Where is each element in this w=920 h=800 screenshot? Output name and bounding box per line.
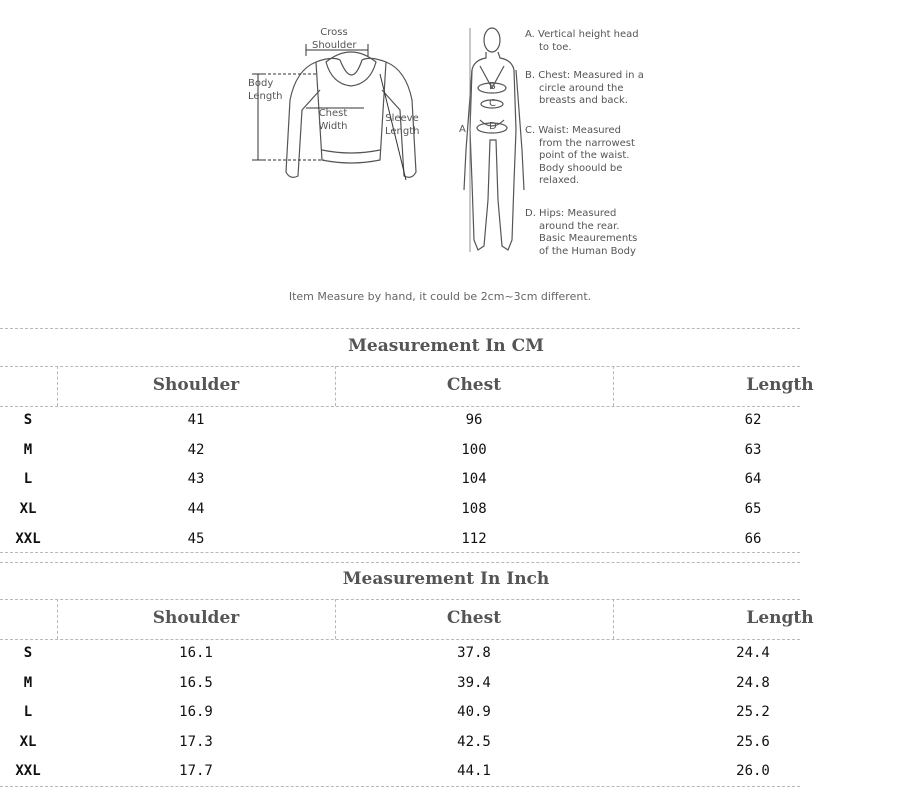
chest-value: 37.8 <box>457 645 491 661</box>
divider <box>613 366 614 406</box>
size-label: M <box>23 442 33 458</box>
measurement-figure <box>240 0 660 300</box>
shoulder-value: 16.1 <box>179 645 213 661</box>
body-length-label: Body Length <box>248 78 283 102</box>
length-value: 25.2 <box>736 704 770 720</box>
size-label: XL <box>19 734 37 750</box>
cm-table-title: Measurement In CM <box>348 336 544 356</box>
size-label: L <box>23 704 33 720</box>
point-b-label: B <box>489 81 496 92</box>
shoulder-value: 43 <box>187 471 205 487</box>
size-label: S <box>23 645 33 661</box>
size-label: S <box>23 412 33 428</box>
point-c-label: C <box>489 98 496 109</box>
chest-value: 42.5 <box>457 734 491 750</box>
shoulder-value: 16.9 <box>179 704 213 720</box>
shoulder-value: 16.5 <box>179 675 213 691</box>
shoulder-value: 42 <box>187 442 205 458</box>
length-value: 24.8 <box>736 675 770 691</box>
chest-value: 112 <box>461 531 487 547</box>
col-header-length: Length <box>746 375 814 395</box>
divider <box>0 406 800 407</box>
chest-width-label: Chest Width <box>318 108 348 132</box>
divider <box>0 552 800 553</box>
chest-value: 100 <box>461 442 487 458</box>
chest-value: 44.1 <box>457 763 491 779</box>
chest-value: 96 <box>465 412 483 428</box>
point-a-label: A <box>459 124 466 135</box>
legend-b: B. Chest: Measured in a circle around the breasts and back. <box>525 70 644 106</box>
chest-value: 40.9 <box>457 704 491 720</box>
col-header-length: Length <box>746 608 814 628</box>
divider <box>0 562 800 563</box>
shoulder-value: 17.7 <box>179 763 213 779</box>
shoulder-value: 17.3 <box>179 734 213 750</box>
divider <box>0 639 800 640</box>
length-value: 25.6 <box>736 734 770 750</box>
length-value: 62 <box>744 412 762 428</box>
col-header-chest: Chest <box>446 375 502 395</box>
divider <box>0 599 800 600</box>
legend-a: A. Vertical height head to toe. <box>525 29 639 53</box>
size-label: XL <box>19 501 37 517</box>
shoulder-value: 44 <box>187 501 205 517</box>
length-value: 63 <box>744 442 762 458</box>
length-value: 65 <box>744 501 762 517</box>
shoulder-value: 45 <box>187 531 205 547</box>
shoulder-value: 41 <box>187 412 205 428</box>
divider <box>0 366 800 367</box>
chest-value: 108 <box>461 501 487 517</box>
col-header-chest: Chest <box>446 608 502 628</box>
cross-shoulder-label: Cross Shoulder <box>312 27 357 51</box>
chest-value: 104 <box>461 471 487 487</box>
length-value: 66 <box>744 531 762 547</box>
point-d-label: D <box>489 121 497 132</box>
divider <box>0 786 800 787</box>
length-value: 26.0 <box>736 763 770 779</box>
measure-note: Item Measure by hand, it could be 2cm~3cm different. <box>288 290 592 303</box>
divider <box>613 599 614 639</box>
chest-value: 39.4 <box>457 675 491 691</box>
sleeve-length-label: Sleeve Length <box>385 113 420 137</box>
col-header-shoulder: Shoulder <box>152 375 240 395</box>
divider <box>0 328 800 329</box>
size-label: XXL <box>15 763 41 779</box>
inch-table-title: Measurement In Inch <box>342 569 550 589</box>
length-value: 64 <box>744 471 762 487</box>
size-label: XXL <box>15 531 41 547</box>
col-header-shoulder: Shoulder <box>152 608 240 628</box>
size-label: M <box>23 675 33 691</box>
legend-d: D. Hips: Measured around the rear. Basic Meaurements of the Human Body <box>525 208 638 257</box>
legend-c: C. Waist: Measured from the narrowest point of the waist. Body shoould be relaxed. <box>525 125 635 186</box>
length-value: 24.4 <box>736 645 770 661</box>
size-label: L <box>23 471 33 487</box>
